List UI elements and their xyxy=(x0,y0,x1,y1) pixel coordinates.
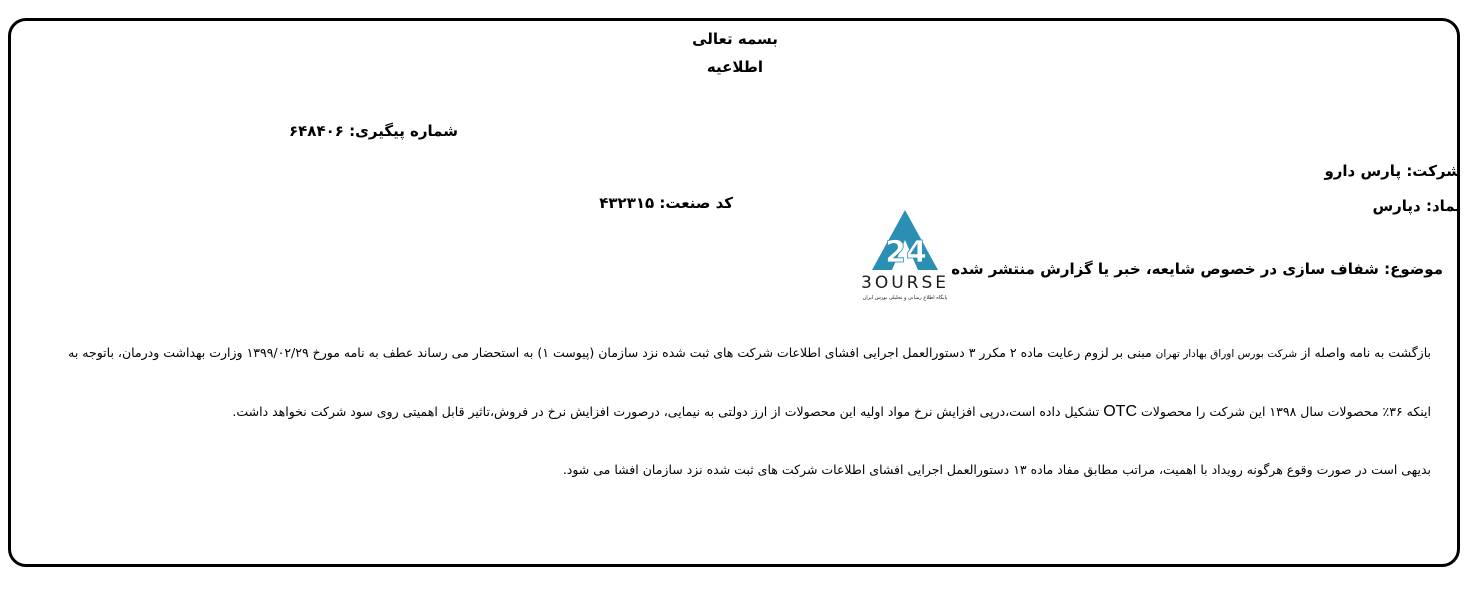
company-label: شرکت: xyxy=(1406,162,1461,180)
bismillah-heading: بسمه تعالی xyxy=(692,30,778,48)
body-paragraph-3: بدیهی است در صورت وقوع هرگونه رویداد با اهمیت، مراتب مطابق مفاد ماده ۱۳ دستورالعمل اجرایی افشای اطلاعات شرکت های ثبت شده نزد سازمان افشا می شود. xyxy=(562,462,1431,477)
tracking-number-row xyxy=(289,122,458,140)
p1-sender-name: شرکت بورس اوراق بهادار تهران xyxy=(1155,348,1298,360)
body-paragraph-2 xyxy=(232,403,1431,421)
notice-title: اطلاعیه xyxy=(706,58,764,76)
bourse24-logo xyxy=(840,192,970,307)
p1-text-start: بازگشت به نامه واصله از xyxy=(1297,345,1431,360)
symbol-value: دپارس xyxy=(1372,197,1421,215)
tracking-label: شماره پیگیری: xyxy=(349,122,458,140)
tracking-number: ۶۴۸۴۰۶ xyxy=(288,122,344,140)
industry-code: ۴۳۲۳۱۵ xyxy=(599,194,655,212)
document-frame xyxy=(8,18,1460,567)
p2-text-end: تشکیل داده است،درپی افزایش نرخ مواد اولیه این محصولات از ارز دولتی به نیمایی، درصورت افزایش نرخ در فروش،تاثیر قابل اهمیتی روی سود شرکت نخواهد داشت. xyxy=(232,404,1104,419)
symbol-row xyxy=(1372,197,1461,215)
logo-digits: 24 xyxy=(885,235,927,270)
logo-wordmark: 3OURSE xyxy=(861,273,949,293)
body-paragraph-1 xyxy=(68,345,1431,360)
subject-value: شفاف سازی در خصوص شایعه، خبر یا گزارش منتشر شده xyxy=(951,260,1379,278)
logo-caption: پایگاه اطلاع رسانی و تحلیلی بورس ایران xyxy=(862,295,948,301)
p2-otc: OTC xyxy=(1103,403,1138,420)
company-row xyxy=(1324,162,1461,180)
company-name: پارس دارو xyxy=(1324,162,1402,180)
symbol-label: نماد: xyxy=(1425,197,1461,215)
industry-code-row xyxy=(599,194,733,212)
industry-label: کد صنعت: xyxy=(659,194,733,212)
subject-row xyxy=(951,260,1443,278)
subject-label: موضوع: xyxy=(1384,260,1443,278)
p2-text-start: اینکه ۳۶٪ محصولات سال ۱۳۹۸ این شرکت را محصولات xyxy=(1137,404,1431,419)
p1-text-end: مبنی بر لزوم رعایت ماده ۲ مکرر ۳ دستورالعمل اجرایی افشای اطلاعات شرکت های ثبت شده نزد سازمان (پیوست ۱) به استحضار می رساند عطف به نامه مورخ ۱۳۹۹/۰۲/۲۹ وزارت بهداشت ودرمان، باتوجه به xyxy=(68,345,1156,360)
logo-graphic xyxy=(840,192,970,307)
